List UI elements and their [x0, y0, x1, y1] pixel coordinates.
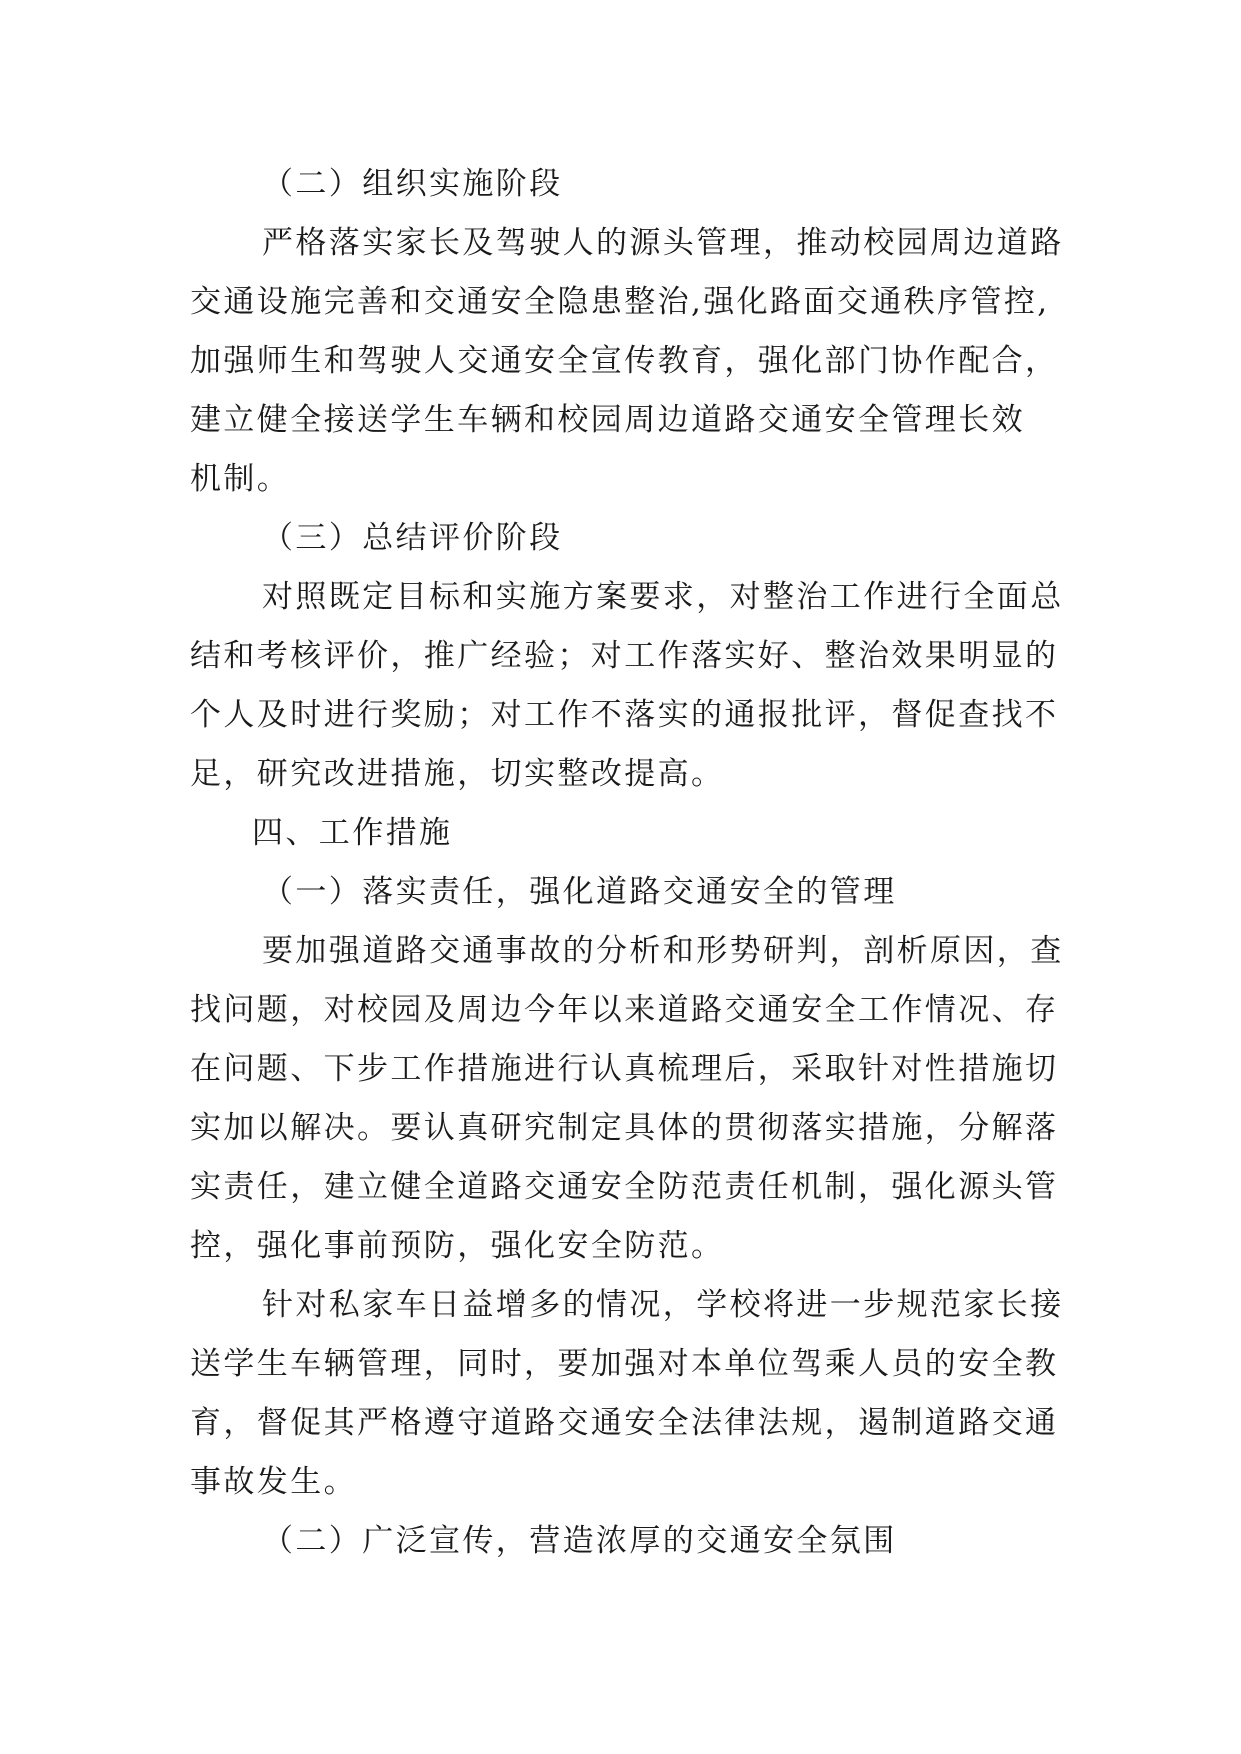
paragraph-line: 实加以解决。要认真研究制定具体的贯彻落实措施，分解落 — [190, 1110, 1059, 1146]
section-heading-publicity: （二）广泛宣传，营造浓厚的交通安全氛围 — [262, 1523, 897, 1559]
paragraph-line: 严格落实家长及驾驶人的源头管理，推动校园周边道路 — [262, 225, 1064, 261]
paragraph-line: 育，督促其严格遵守道路交通安全法律法规，遏制道路交通 — [190, 1405, 1059, 1441]
paragraph-line: 机制。 — [190, 461, 291, 497]
section-heading-organize-implement: （二）组织实施阶段 — [262, 166, 563, 202]
section-heading-implement-responsibility: （一）落实责任，强化道路交通安全的管理 — [262, 874, 897, 910]
section-heading-summary-evaluation: （三）总结评价阶段 — [262, 520, 563, 556]
paragraph-line: 找问题，对校园及周边今年以来道路交通安全工作情况、存 — [190, 992, 1059, 1028]
section-heading-work-measures: 四、工作措施 — [252, 815, 453, 851]
paragraph-line: 对照既定目标和实施方案要求，对整治工作进行全面总 — [262, 579, 1064, 615]
paragraph-line: 足，研究改进措施，切实整改提高。 — [190, 756, 725, 792]
paragraph-line: 加强师生和驾驶人交通安全宣传教育，强化部门协作配合， — [190, 343, 1059, 379]
paragraph-line: 个人及时进行奖励；对工作不落实的通报批评，督促查找不 — [190, 697, 1059, 733]
paragraph-line: 要加强道路交通事故的分析和形势研判，剖析原因，查 — [262, 933, 1064, 969]
paragraph-line: 针对私家车日益增多的情况，学校将进一步规范家长接 — [262, 1287, 1064, 1323]
paragraph-line: 结和考核评价，推广经验；对工作落实好、整治效果明显的 — [190, 638, 1059, 674]
paragraph-line: 在问题、下步工作措施进行认真梳理后，采取针对性措施切 — [190, 1051, 1059, 1087]
paragraph-line: 控，强化事前预防，强化安全防范。 — [190, 1228, 725, 1264]
paragraph-line: 送学生车辆管理，同时，要加强对本单位驾乘人员的安全教 — [190, 1346, 1059, 1382]
paragraph-line: 交通设施完善和交通安全隐患整治,强化路面交通秩序管控, — [190, 284, 1050, 320]
document-body — [190, 155, 1064, 1571]
paragraph-line: 事故发生。 — [190, 1464, 357, 1500]
paragraph-line: 建立健全接送学生车辆和校园周边道路交通安全管理长效 — [190, 402, 1025, 438]
paragraph-line: 实责任，建立健全道路交通安全防范责任机制，强化源头管 — [190, 1169, 1059, 1205]
